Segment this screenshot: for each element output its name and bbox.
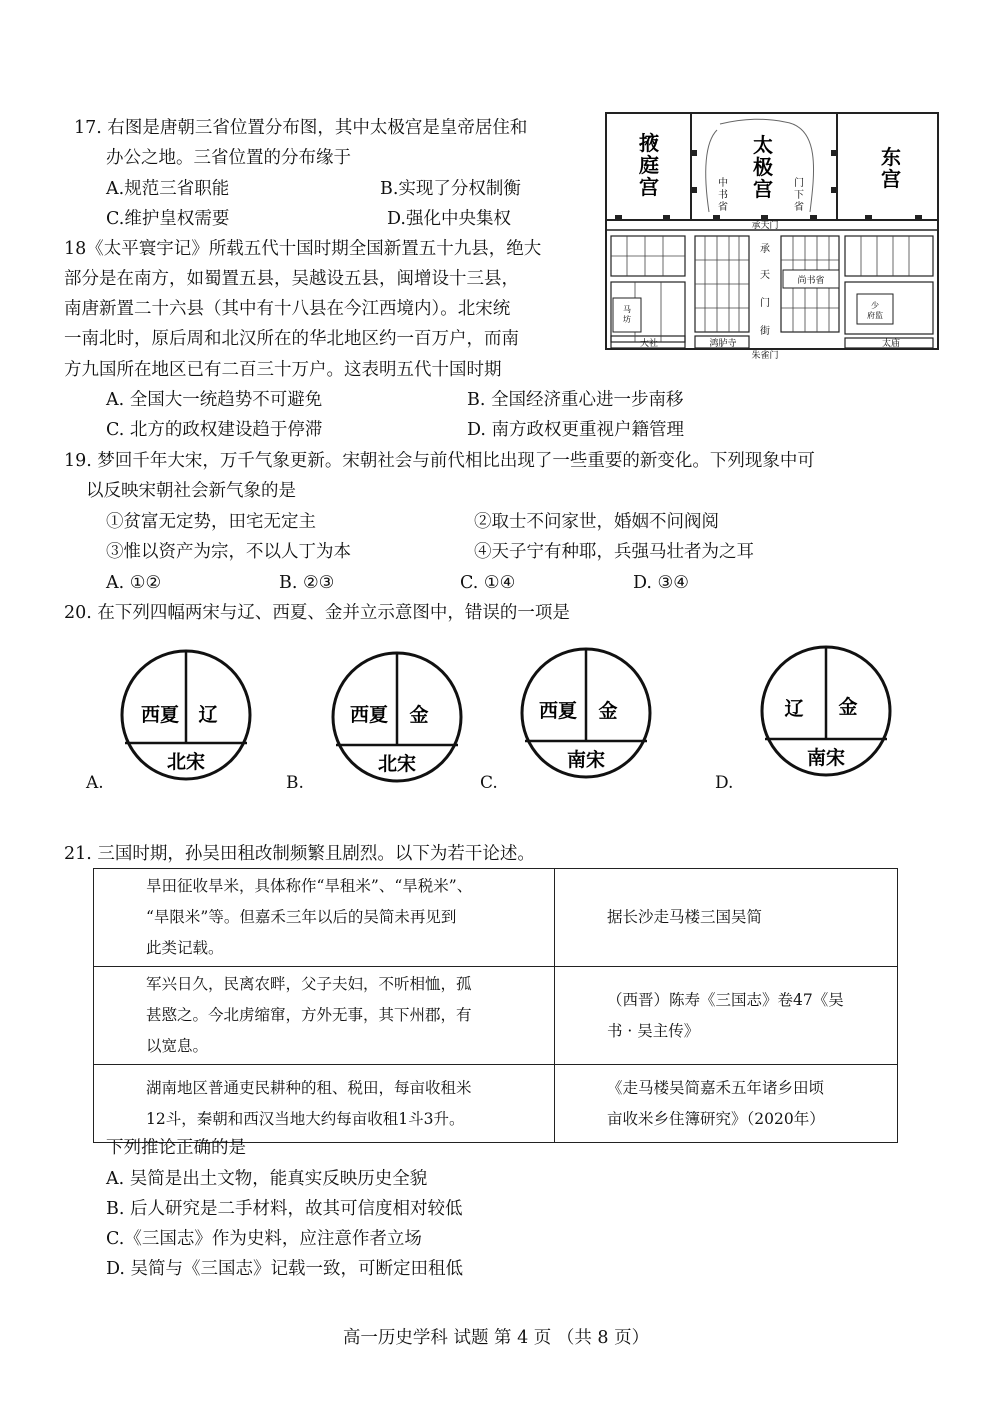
q20-letter-a: A. — [86, 773, 104, 793]
svg-text:西夏: 西夏 — [349, 704, 389, 726]
map-label-chengtianmen: 承天门 — [751, 221, 779, 231]
q17-stem-line2: 办公之地。三省位置的分布缘于 — [106, 148, 351, 168]
q19-stem-line1: 19. 梦回千年大宋，万千气象更新。宋朝社会与前代相比出现了一些重要的新变化。下列现象中可 — [64, 451, 815, 471]
svg-text:金: 金 — [409, 704, 429, 726]
svg-text:南宋: 南宋 — [806, 747, 846, 769]
q19-item-4: ④天子宁有种耶，兵强马壮者为之耳 — [474, 542, 754, 562]
svg-text:北宋: 北宋 — [377, 753, 417, 775]
svg-text:辽: 辽 — [784, 698, 804, 720]
map-label-shangshu: 尚书省 — [797, 276, 825, 286]
q17-option-d: D.强化中央集权 — [387, 209, 511, 229]
q18-stem-line3: 南唐新置二十六县（其中有十八县在今江西境内）。北宋统 — [64, 299, 511, 319]
svg-text:辽: 辽 — [198, 704, 218, 726]
q18-stem-line1: 18《太平寰宇记》所载五代十国时期全国新置五十九县，绝大 — [64, 239, 542, 259]
map-label-donggong: 东宫 — [881, 145, 901, 191]
q21-option-c: C.《三国志》作为史料，应注意作者立场 — [106, 1229, 422, 1249]
table-row — [94, 1065, 898, 1143]
q21-stem: 21. 三国时期，孙吴田租改制频繁且剧烈。以下为若干论述。 — [64, 844, 535, 864]
table-cell-text: 湖南地区普通吏民耕种的租、税田，每亩收租米 12斗，秦朝和西汉当地大约每亩收租1斗3升。 — [94, 1065, 555, 1143]
q19-option-b: B. ②③ — [279, 573, 335, 593]
svg-text:金: 金 — [838, 696, 858, 718]
q19-stem-line2: 以反映宋朝社会新气象的是 — [86, 481, 296, 501]
table-cell-source: 《走马楼吴简嘉禾五年诸乡田顷 亩收米乡住簿研究》（2020年） — [555, 1065, 898, 1143]
q18-option-a: A. 全国大一统趋势不可避免 — [106, 390, 323, 410]
q20-letter-d: D. — [715, 773, 734, 793]
q20-letter-b: B. — [286, 773, 304, 793]
svg-text:西夏: 西夏 — [140, 704, 180, 726]
table-row — [94, 967, 898, 1065]
map-label-dashe: 大社 — [639, 339, 659, 349]
map-label-mafang: 马坊 — [623, 305, 631, 324]
q21-source-table — [93, 868, 898, 1143]
q20-letter-c: C. — [480, 773, 498, 793]
map-label-street: 承天门街 — [760, 244, 770, 337]
svg-text:南宋: 南宋 — [566, 749, 606, 771]
q17-stem-line1: 17. 右图是唐朝三省位置分布图，其中太极宫是皇帝居住和 — [74, 118, 528, 138]
q17-option-a: A.规范三省职能 — [106, 179, 230, 199]
q20-diagram-c — [518, 645, 654, 781]
svg-text:金: 金 — [598, 700, 618, 722]
table-cell-source: （西晋）陈寿《三国志》卷47《吴 书 · 吴主传》 — [555, 967, 898, 1065]
map-label-zhuquemen: 朱雀门 — [751, 351, 779, 360]
table-cell-source: 据长沙走马楼三国吴简 — [555, 869, 898, 967]
tang-palace-map — [605, 112, 939, 360]
q17-option-c: C.维护皇权需要 — [106, 209, 230, 229]
q18-stem-line4: 一南北时，原后周和北汉所在的华北地区约一百万户，而南 — [64, 329, 519, 349]
map-label-honglusi: 鸿胪寺 — [709, 339, 737, 349]
q17-option-b: B.实现了分权制衡 — [380, 179, 521, 199]
q19-item-1: ①贫富无定势，田宅无定主 — [106, 512, 316, 532]
page-footer: 高一历史学科 试题 第 4 页 （共 8 页） — [342, 1328, 650, 1348]
q21-option-b: B. 后人研究是二手材料，故其可信度相对较低 — [106, 1199, 463, 1219]
q21-option-d: D. 吴简与《三国志》记载一致，可断定田租低 — [106, 1259, 464, 1279]
table-row — [94, 869, 898, 967]
q21-option-a: A. 吴简是出土文物，能真实反映历史全貌 — [106, 1169, 428, 1189]
map-label-taimiao: 太庙 — [881, 339, 901, 349]
q20-diagram-a — [118, 647, 254, 783]
svg-text:西夏: 西夏 — [538, 700, 578, 722]
q19-item-2: ②取士不问家世，婚姻不问阀阅 — [474, 512, 719, 532]
map-label-taijigong: 太极宫 — [753, 133, 773, 201]
table-cell-text: 旱田征收旱米，具体称作“旱租米”、“旱税米”、 “旱限米”等。但嘉禾三年以后的吴简未再见到 此类记载。 — [94, 869, 555, 967]
q20-diagram-b — [329, 649, 465, 785]
q18-option-b: B. 全国经济重心进一步南移 — [467, 390, 684, 410]
map-label-zhongshu: 中书省 — [718, 178, 728, 213]
q18-option-d: D. 南方政权更重视户籍管理 — [467, 420, 685, 440]
q20-diagram-d — [758, 643, 894, 779]
q19-option-c: C. ①④ — [460, 573, 516, 593]
svg-text:北宋: 北宋 — [166, 751, 206, 773]
q18-stem-line5: 方九国所在地区已有二百三十万户。这表明五代十国时期 — [64, 360, 502, 380]
q21-question: 下列推论正确的是 — [106, 1138, 246, 1158]
table-cell-text: 军兴日久，民离农畔，父子夫妇，不听相恤，孤 甚愍之。今北虏缩窜，方外无事，其下州郡，有 以宽息。 — [94, 967, 555, 1065]
q18-option-c: C. 北方的政权建设趋于停滞 — [106, 420, 323, 440]
q19-option-a: A. ①② — [106, 573, 162, 593]
map-label-menxia: 门下省 — [794, 178, 804, 213]
q18-stem-line2: 部分是在南方，如蜀置五县，吴越设五县，闽增设十三县， — [64, 269, 519, 289]
q19-item-3: ③惟以资产为宗，不以人丁为本 — [106, 542, 351, 562]
q19-option-d: D. ③④ — [633, 573, 689, 593]
q20-stem: 20. 在下列四幅两宋与辽、西夏、金并立示意图中，错误的一项是 — [64, 603, 570, 623]
map-label-yetinggong: 掖庭宫 — [639, 131, 659, 199]
map-label-shaofujian: 少府监 — [867, 301, 883, 320]
